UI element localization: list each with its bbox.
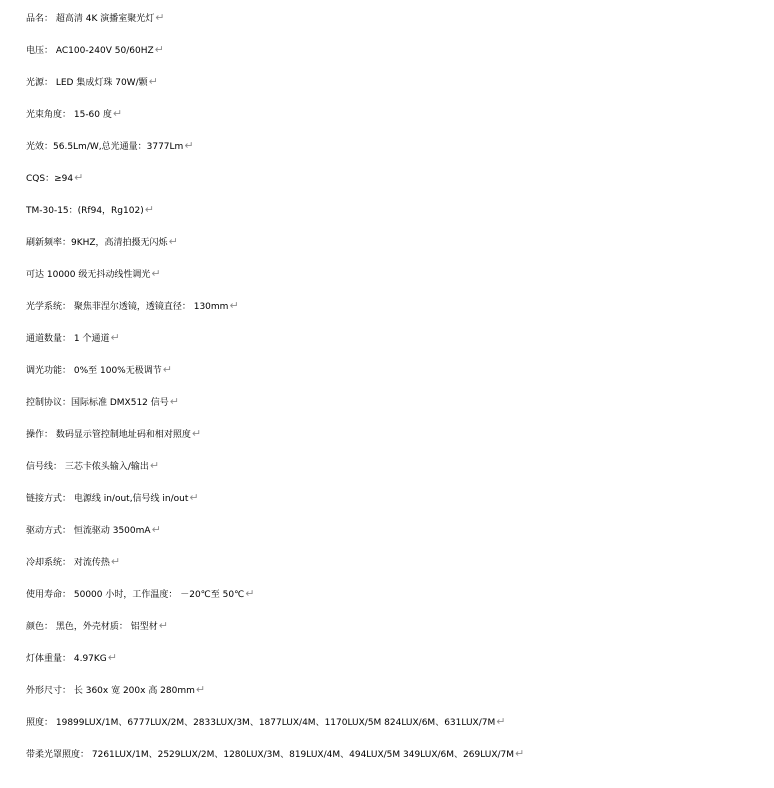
spec-line-text: 使用寿命： 50000 小时，工作温度： －20℃至 50℃ (26, 590, 245, 600)
spec-line (26, 326, 774, 358)
paragraph-mark-icon: ↵ (168, 235, 178, 248)
spec-line (26, 678, 774, 710)
spec-line-text: 带柔光罩照度： 7261LUX/1M、2529LUX/2M、1280LUX/3M、819LUX/4M、494LUX/5M 349LUX/6M、269LUX/7M (26, 750, 515, 760)
spec-line (26, 742, 774, 774)
spec-line (26, 134, 774, 166)
paragraph-mark-icon: ↵ (162, 363, 172, 376)
paragraph-mark-icon: ↵ (229, 299, 239, 312)
spec-line-text: 照度： 19899LUX/1M、6777LUX/2M、2833LUX/3M、1877LUX/4M、1170LUX/5M 824LUX/6M、631LUX/7M (26, 718, 496, 728)
spec-line-text: 链接方式： 电源线 in/out,信号线 in/out (26, 494, 189, 504)
paragraph-mark-icon: ↵ (144, 203, 154, 216)
paragraph-mark-icon: ↵ (110, 555, 121, 568)
paragraph-mark-icon: ↵ (154, 43, 164, 56)
spec-line (26, 422, 774, 454)
paragraph-mark-icon: ↵ (184, 139, 194, 152)
spec-line-text: 冷却系统： 对流传热 (26, 558, 110, 568)
spec-line (26, 262, 774, 294)
spec-line (26, 550, 774, 582)
spec-line-text: 刷新频率：9KHZ，高清拍摄无闪烁 (26, 238, 168, 248)
spec-line (26, 102, 774, 134)
spec-line (26, 70, 774, 102)
paragraph-mark-icon: ↵ (195, 683, 206, 696)
spec-line (26, 454, 774, 486)
spec-line (26, 390, 774, 422)
spec-line-text: TM-30-15：(Rf94，Rg102) (26, 206, 144, 216)
spec-line-text: 灯体重量： 4.97KG (26, 654, 107, 664)
spec-line (26, 582, 774, 614)
spec-line-text: 可达 10000 级无抖动线性调光 (26, 270, 151, 280)
paragraph-mark-icon: ↵ (107, 651, 117, 664)
paragraph-mark-icon: ↵ (74, 171, 84, 184)
paragraph-mark-icon: ↵ (110, 331, 120, 344)
spec-line-text: 控制协议：国际标准 DMX512 信号 (26, 398, 169, 408)
spec-line-text: 光学系统： 聚焦菲涅尔透镜，透镜直径： 130mm (26, 302, 229, 312)
paragraph-mark-icon: ↵ (191, 427, 202, 440)
spec-line (26, 486, 774, 518)
spec-line (26, 710, 774, 742)
spec-line-text: 品名： 超高清 4K 演播室聚光灯 (26, 14, 155, 24)
spec-line-text: 光源： LED 集成灯珠 70W/颗 (26, 78, 148, 88)
paragraph-mark-icon: ↵ (151, 523, 161, 536)
paragraph-mark-icon: ↵ (496, 715, 506, 728)
paragraph-mark-icon: ↵ (169, 395, 179, 408)
paragraph-mark-icon: ↵ (151, 267, 161, 280)
spec-line (26, 614, 774, 646)
spec-line (26, 198, 774, 230)
spec-line-text: 通道数量： 1 个通道 (26, 334, 110, 344)
spec-line-text: 电压： AC100-240V 50/60HZ (26, 46, 154, 56)
spec-line-text: 操作： 数码显示管控制地址码和相对照度 (26, 430, 191, 440)
spec-line-text: 外形尺寸： 长 360x 宽 200x 高 280mm (26, 686, 195, 696)
paragraph-mark-icon: ↵ (189, 491, 199, 504)
paragraph-mark-icon: ↵ (149, 459, 160, 472)
spec-line-text: 颜色： 黑色，外壳材质： 铝型材 (26, 622, 158, 632)
spec-line-text: 光效：56.5Lm/W,总光通量：3777Lm (26, 142, 184, 152)
spec-line-text: 驱动方式： 恒流驱动 3500mA (26, 526, 151, 536)
spec-line (26, 646, 774, 678)
spec-line-text: 调光功能： 0%至 100%无极调节 (26, 366, 162, 376)
spec-line (26, 6, 774, 38)
paragraph-mark-icon: ↵ (515, 747, 525, 760)
paragraph-mark-icon: ↵ (112, 107, 123, 120)
paragraph-mark-icon: ↵ (158, 619, 168, 632)
spec-line-text: 光束角度： 15-60 度 (26, 110, 112, 120)
paragraph-mark-icon: ↵ (155, 11, 165, 24)
paragraph-mark-icon: ↵ (148, 75, 158, 88)
spec-line (26, 166, 774, 198)
spec-line (26, 38, 774, 70)
spec-line-text: CQS：≥94 (26, 174, 74, 184)
spec-line (26, 230, 774, 262)
document-body (26, 6, 774, 774)
spec-line (26, 294, 774, 326)
paragraph-mark-icon: ↵ (245, 587, 255, 600)
spec-line-text: 信号线： 三芯卡侬头输入/输出 (26, 462, 149, 472)
spec-line (26, 358, 774, 390)
spec-line (26, 518, 774, 550)
